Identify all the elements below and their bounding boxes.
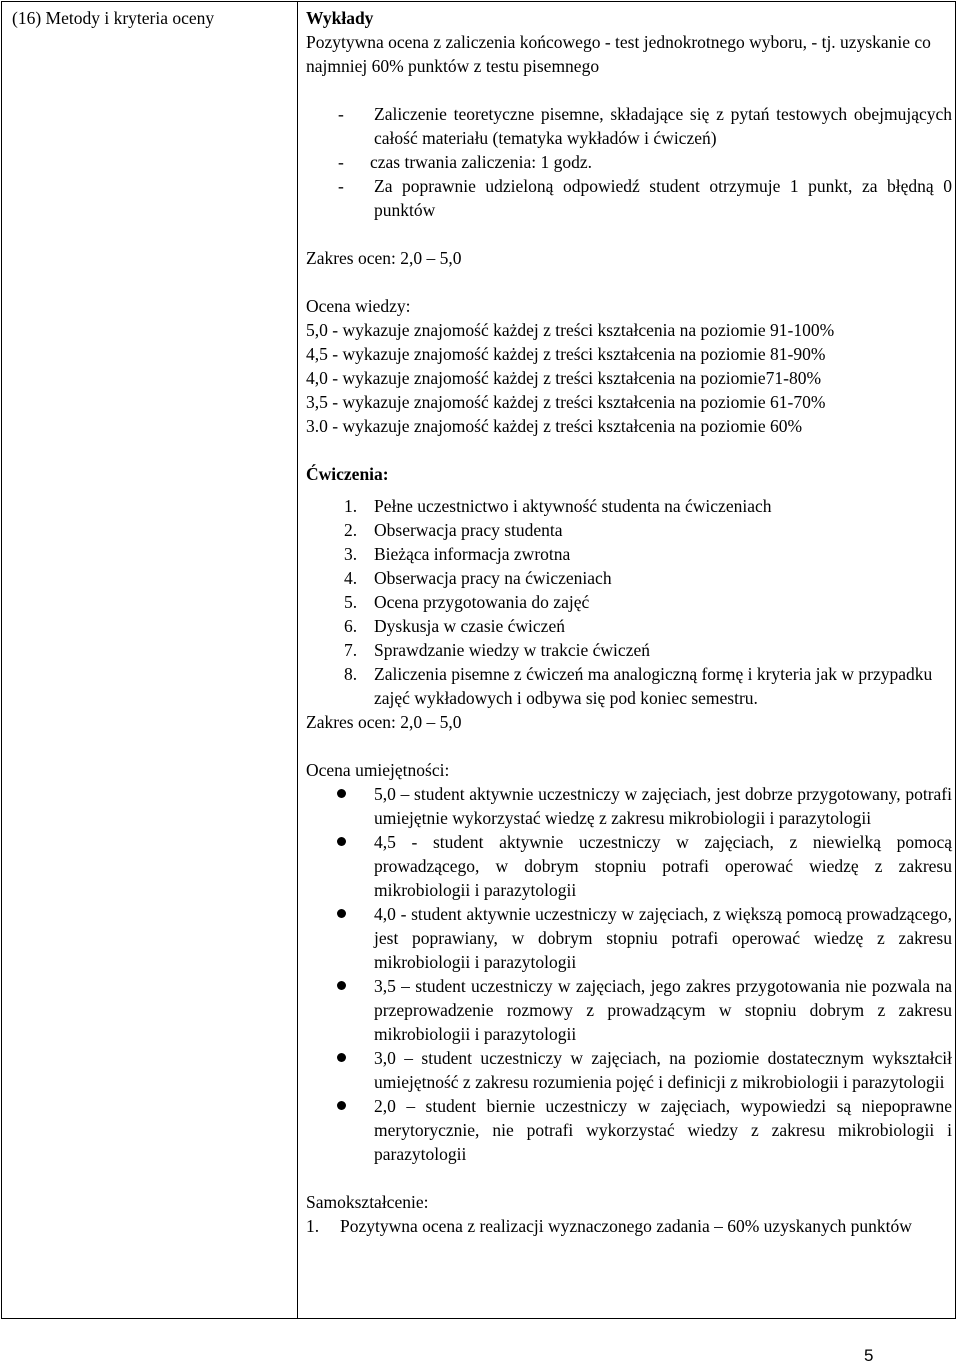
right-cell	[306, 6, 952, 1238]
section-heading: (16) Metody i kryteria oceny	[12, 8, 215, 28]
exercise-item	[306, 662, 952, 710]
knowledge-line: 3.0 - wykazuje znajomość każdej z treści kształcenia na poziomie 60%	[306, 416, 803, 436]
dash-marker: -	[338, 152, 344, 172]
skills-heading: Ocena umiejętności:	[306, 760, 450, 780]
skill-item-text: 3,5 – student uczestniczy w zajęciach, jego zakres przygotowania nie pozwala na przeprowadzenie rozmowy z prowadzącym w stopniu dobrym z zakresu mikrobiologii i parazytologii	[374, 976, 952, 1044]
skill-item-text: 3,0 – student uczestniczy w zajęciach, na poziomie dostatecznym wykształcił umiejętność z zakresu rozumienia pojęć i definicji z mikrobiologii i parazytologii	[374, 1048, 952, 1092]
assessment-table	[1, 1, 956, 1319]
bullet-icon	[306, 1094, 374, 1166]
dash-marker: -	[338, 104, 344, 124]
left-cell	[12, 6, 292, 30]
spacer	[306, 734, 952, 758]
spacer	[306, 1166, 952, 1190]
spacer	[306, 438, 952, 462]
knowledge-line: 3,5 - wykazuje znajomość każdej z treści kształcenia na poziomie 61-70%	[306, 392, 826, 412]
skill-item-text: 4,0 - student aktywnie uczestniczy w zajęciach, z większą pomocą prowadzącego, jest poprawiany, w dobrym stopniu potrafi operować wiedzę z zakresu mikrobiologii i parazytologii	[374, 904, 952, 972]
skill-item	[306, 782, 952, 830]
exercise-item	[306, 614, 952, 638]
lecture-item	[306, 150, 952, 174]
item-number: 1.	[306, 1216, 320, 1236]
knowledge-line: 4,5 - wykazuje znajomość każdej z treści kształcenia na poziomie 81-90%	[306, 344, 826, 364]
item-number: 8.	[344, 664, 358, 684]
item-number: 2.	[344, 520, 358, 540]
exercise-item-text: Pełne uczestnictwo i aktywność studenta na ćwiczeniach	[374, 496, 772, 516]
item-number: 6.	[344, 616, 358, 636]
lecture-item-text: Zaliczenie teoretyczne pisemne, składające się z pytań testowych obejmujących całość materiału (tematyka wykładów i ćwiczeń)	[374, 104, 952, 148]
lecture-item	[306, 174, 952, 222]
lecture-item	[306, 102, 952, 150]
self-study-text: Pozytywna ocena z realizacji wyznaczonego zadania – 60% uzyskanych punktów	[340, 1216, 912, 1236]
lectures-intro: Pozytywna ocena z zaliczenia końcowego - test jednokrotnego wyboru, - tj. uzyskanie co najmniej 60% punktów z testu pisemnego	[306, 32, 931, 76]
item-number: 4.	[344, 568, 358, 588]
exercise-item-text: Ocena przygotowania do zajęć	[374, 592, 590, 612]
exercise-item-text: Obserwacja pracy na ćwiczeniach	[374, 568, 612, 588]
skill-item-text: 2,0 – student biernie uczestniczy w zajęciach, wypowiedzi są niepoprawne merytorycznie, nie potrafi wykorzystać wiedzy z zakresu mikrobiologii i parazytologii	[374, 1096, 952, 1164]
lecture-item-text: czas trwania zaliczenia: 1 godz.	[370, 152, 593, 172]
exercise-item-text: Obserwacja pracy studenta	[374, 520, 563, 540]
skill-item-text: 4,5 - student aktywnie uczestniczy w zajęciach, z niewielką pomocą prowadzącego, w dobrym stopniu potrafi operować wiedzę z zakresu mikrobiologii i parazytologii	[374, 832, 952, 900]
skill-item	[306, 974, 952, 1046]
spacer	[306, 78, 952, 102]
exercises-title: Ćwiczenia:	[306, 464, 389, 484]
bullet-icon	[306, 902, 374, 974]
page-number: 5	[864, 1346, 874, 1365]
knowledge-heading: Ocena wiedzy:	[306, 296, 411, 316]
exercise-item	[306, 542, 952, 566]
exercise-item	[306, 518, 952, 542]
bullet-icon	[306, 974, 374, 1046]
exercise-item	[306, 638, 952, 662]
item-number: 5.	[344, 592, 358, 612]
bullet-icon	[306, 1046, 374, 1094]
grade-range: Zakres ocen: 2,0 – 5,0	[306, 712, 462, 732]
exercise-item	[306, 566, 952, 590]
exercise-item	[306, 590, 952, 614]
lectures-title: Wykłady	[306, 8, 374, 28]
item-number: 7.	[344, 640, 358, 660]
skill-item	[306, 1094, 952, 1166]
dash-marker: -	[338, 176, 344, 196]
skill-item	[306, 902, 952, 974]
knowledge-line: 4,0 - wykazuje znajomość każdej z treści kształcenia na poziomie71-80%	[306, 368, 822, 388]
skill-item	[306, 830, 952, 902]
skill-item-text: 5,0 – student aktywnie uczestniczy w zajęciach, jest dobrze przygotowany, potrafi umiejętnie wykorzystać wiedzę z zakresu mikrobiologii i parazytologii	[374, 784, 952, 828]
column-divider	[297, 2, 298, 1318]
spacer	[306, 270, 952, 294]
skill-item	[306, 1046, 952, 1094]
lecture-item-text: Za poprawnie udzieloną odpowiedź student otrzymuje 1 punkt, za błędną 0 punktów	[374, 176, 952, 220]
exercise-item-text: Dyskusja w czasie ćwiczeń	[374, 616, 565, 636]
item-number: 3.	[344, 544, 358, 564]
spacer	[306, 222, 952, 246]
exercise-item-text: Sprawdzanie wiedzy w trakcie ćwiczeń	[374, 640, 650, 660]
item-number: 1.	[344, 496, 358, 516]
knowledge-line: 5,0 - wykazuje znajomość każdej z treści kształcenia na poziomie 91-100%	[306, 320, 835, 340]
grade-range: Zakres ocen: 2,0 – 5,0	[306, 248, 462, 268]
self-study-title: Samokształcenie:	[306, 1192, 429, 1212]
exercise-item-text: Bieżąca informacja zwrotna	[374, 544, 571, 564]
exercise-item-text: Zaliczenia pisemne z ćwiczeń ma analogiczną formę i kryteria jak w przypadku zajęć wykładowych i odbywa się pod koniec semestru.	[374, 664, 933, 708]
bullet-icon	[306, 830, 374, 902]
exercise-item	[306, 494, 952, 518]
bullet-icon	[306, 782, 374, 830]
self-study-item	[306, 1214, 952, 1238]
